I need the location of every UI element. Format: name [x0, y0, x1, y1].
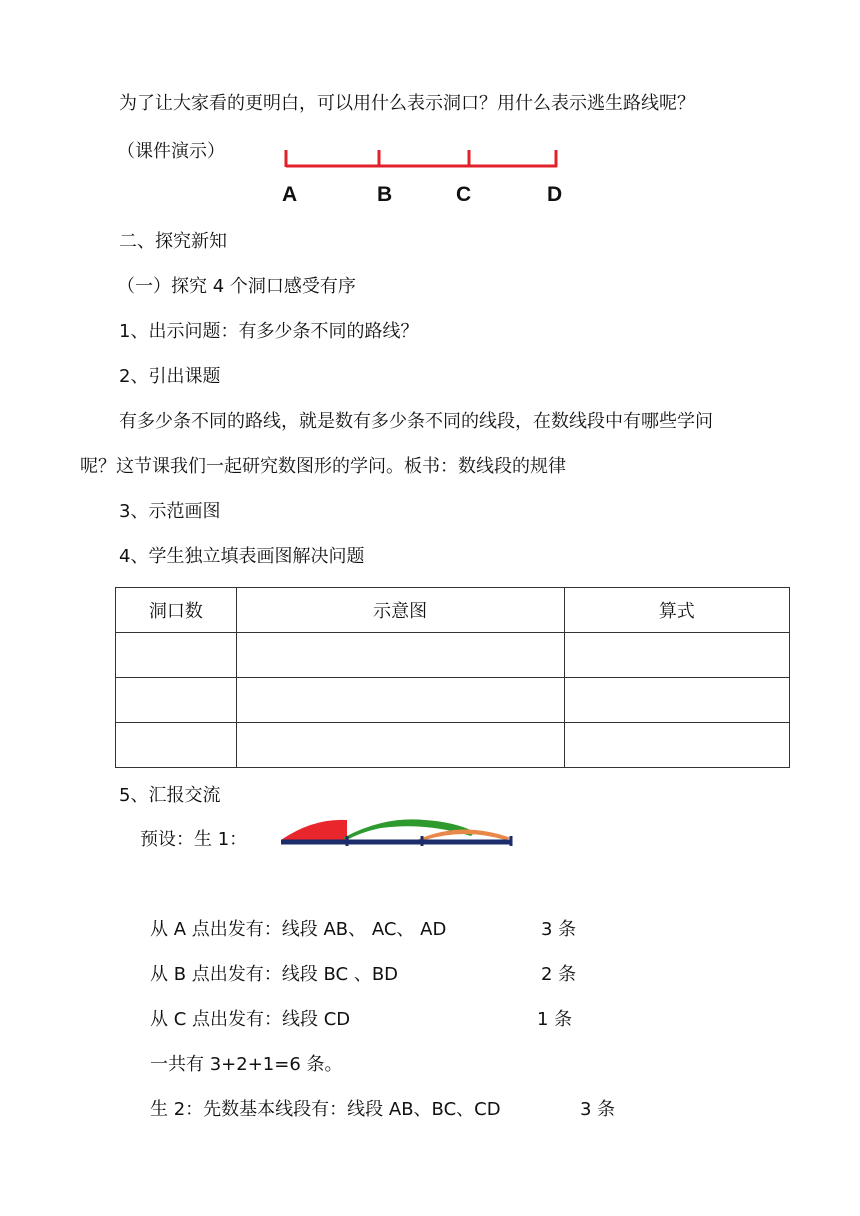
count-from-b: 从 B 点出发有：线段 BC 、BD: [150, 964, 399, 985]
count-b-total: 2 条: [541, 964, 577, 985]
table-row: [116, 678, 790, 723]
table-cell: [236, 678, 564, 723]
point-label-a: A: [282, 183, 298, 206]
part-heading: （一）探究 4 个洞口感受有序: [117, 276, 356, 297]
arc-green: [343, 819, 475, 840]
section-heading: 二、探究新知: [119, 231, 227, 252]
paragraph-line-2: 呢？这节课我们一起研究数图形的学问。板书：数线段的规律: [80, 456, 566, 477]
arc-orange: [417, 829, 511, 840]
step-3: 3、示范画图: [119, 501, 221, 522]
student-2-count: 3 条: [580, 1099, 616, 1120]
point-label-c: C: [456, 183, 472, 206]
count-from-c: 从 C 点出发有：线段 CD: [150, 1009, 351, 1030]
point-label-d: D: [547, 183, 563, 206]
step-2: 2、引出课题: [119, 366, 221, 387]
table-cell: [564, 723, 789, 768]
arc-red: [281, 820, 347, 840]
table-cell: [564, 678, 789, 723]
segment-diagram: [280, 142, 565, 172]
table-cell: [564, 633, 789, 678]
step-1: 1、出示问题：有多少条不同的路线？: [119, 321, 419, 342]
table-header-row: [116, 588, 790, 633]
header-cell-formula: 算式: [564, 588, 789, 633]
preset-label: 预设：生 1：: [140, 829, 248, 850]
step-5: 5、汇报交流: [119, 785, 221, 806]
table-row: [116, 723, 790, 768]
table-cell: [236, 723, 564, 768]
point-label-b: B: [377, 183, 393, 206]
demo-note: （课件演示）: [117, 141, 225, 162]
header-cell-holes: 洞口数: [116, 588, 237, 633]
table-cell: [116, 633, 237, 678]
paragraph-line-1: 有多少条不同的路线，就是数有多少条不同的线段，在数线段中有哪些学问: [119, 411, 713, 432]
worksheet-table: [115, 587, 790, 768]
table-cell: [116, 723, 237, 768]
table-cell: [116, 678, 237, 723]
total-line: 一共有 3+2+1=6 条。: [150, 1054, 343, 1075]
student-2-line: 生 2：先数基本线段有：线段 AB、BC、CD: [150, 1099, 501, 1120]
count-c-total: 1 条: [537, 1009, 573, 1030]
table-row: [116, 633, 790, 678]
table-cell: [236, 633, 564, 678]
header-cell-diagram: 示意图: [236, 588, 564, 633]
count-a-total: 3 条: [541, 919, 577, 940]
step-4: 4、学生独立填表画图解决问题: [119, 546, 365, 567]
count-from-a: 从 A 点出发有：线段 AB、 AC、 AD: [150, 919, 447, 940]
arc-diagram: [275, 810, 520, 852]
intro-question: 为了让大家看的更明白，可以用什么表示洞口？用什么表示逃生路线呢？: [119, 93, 695, 114]
